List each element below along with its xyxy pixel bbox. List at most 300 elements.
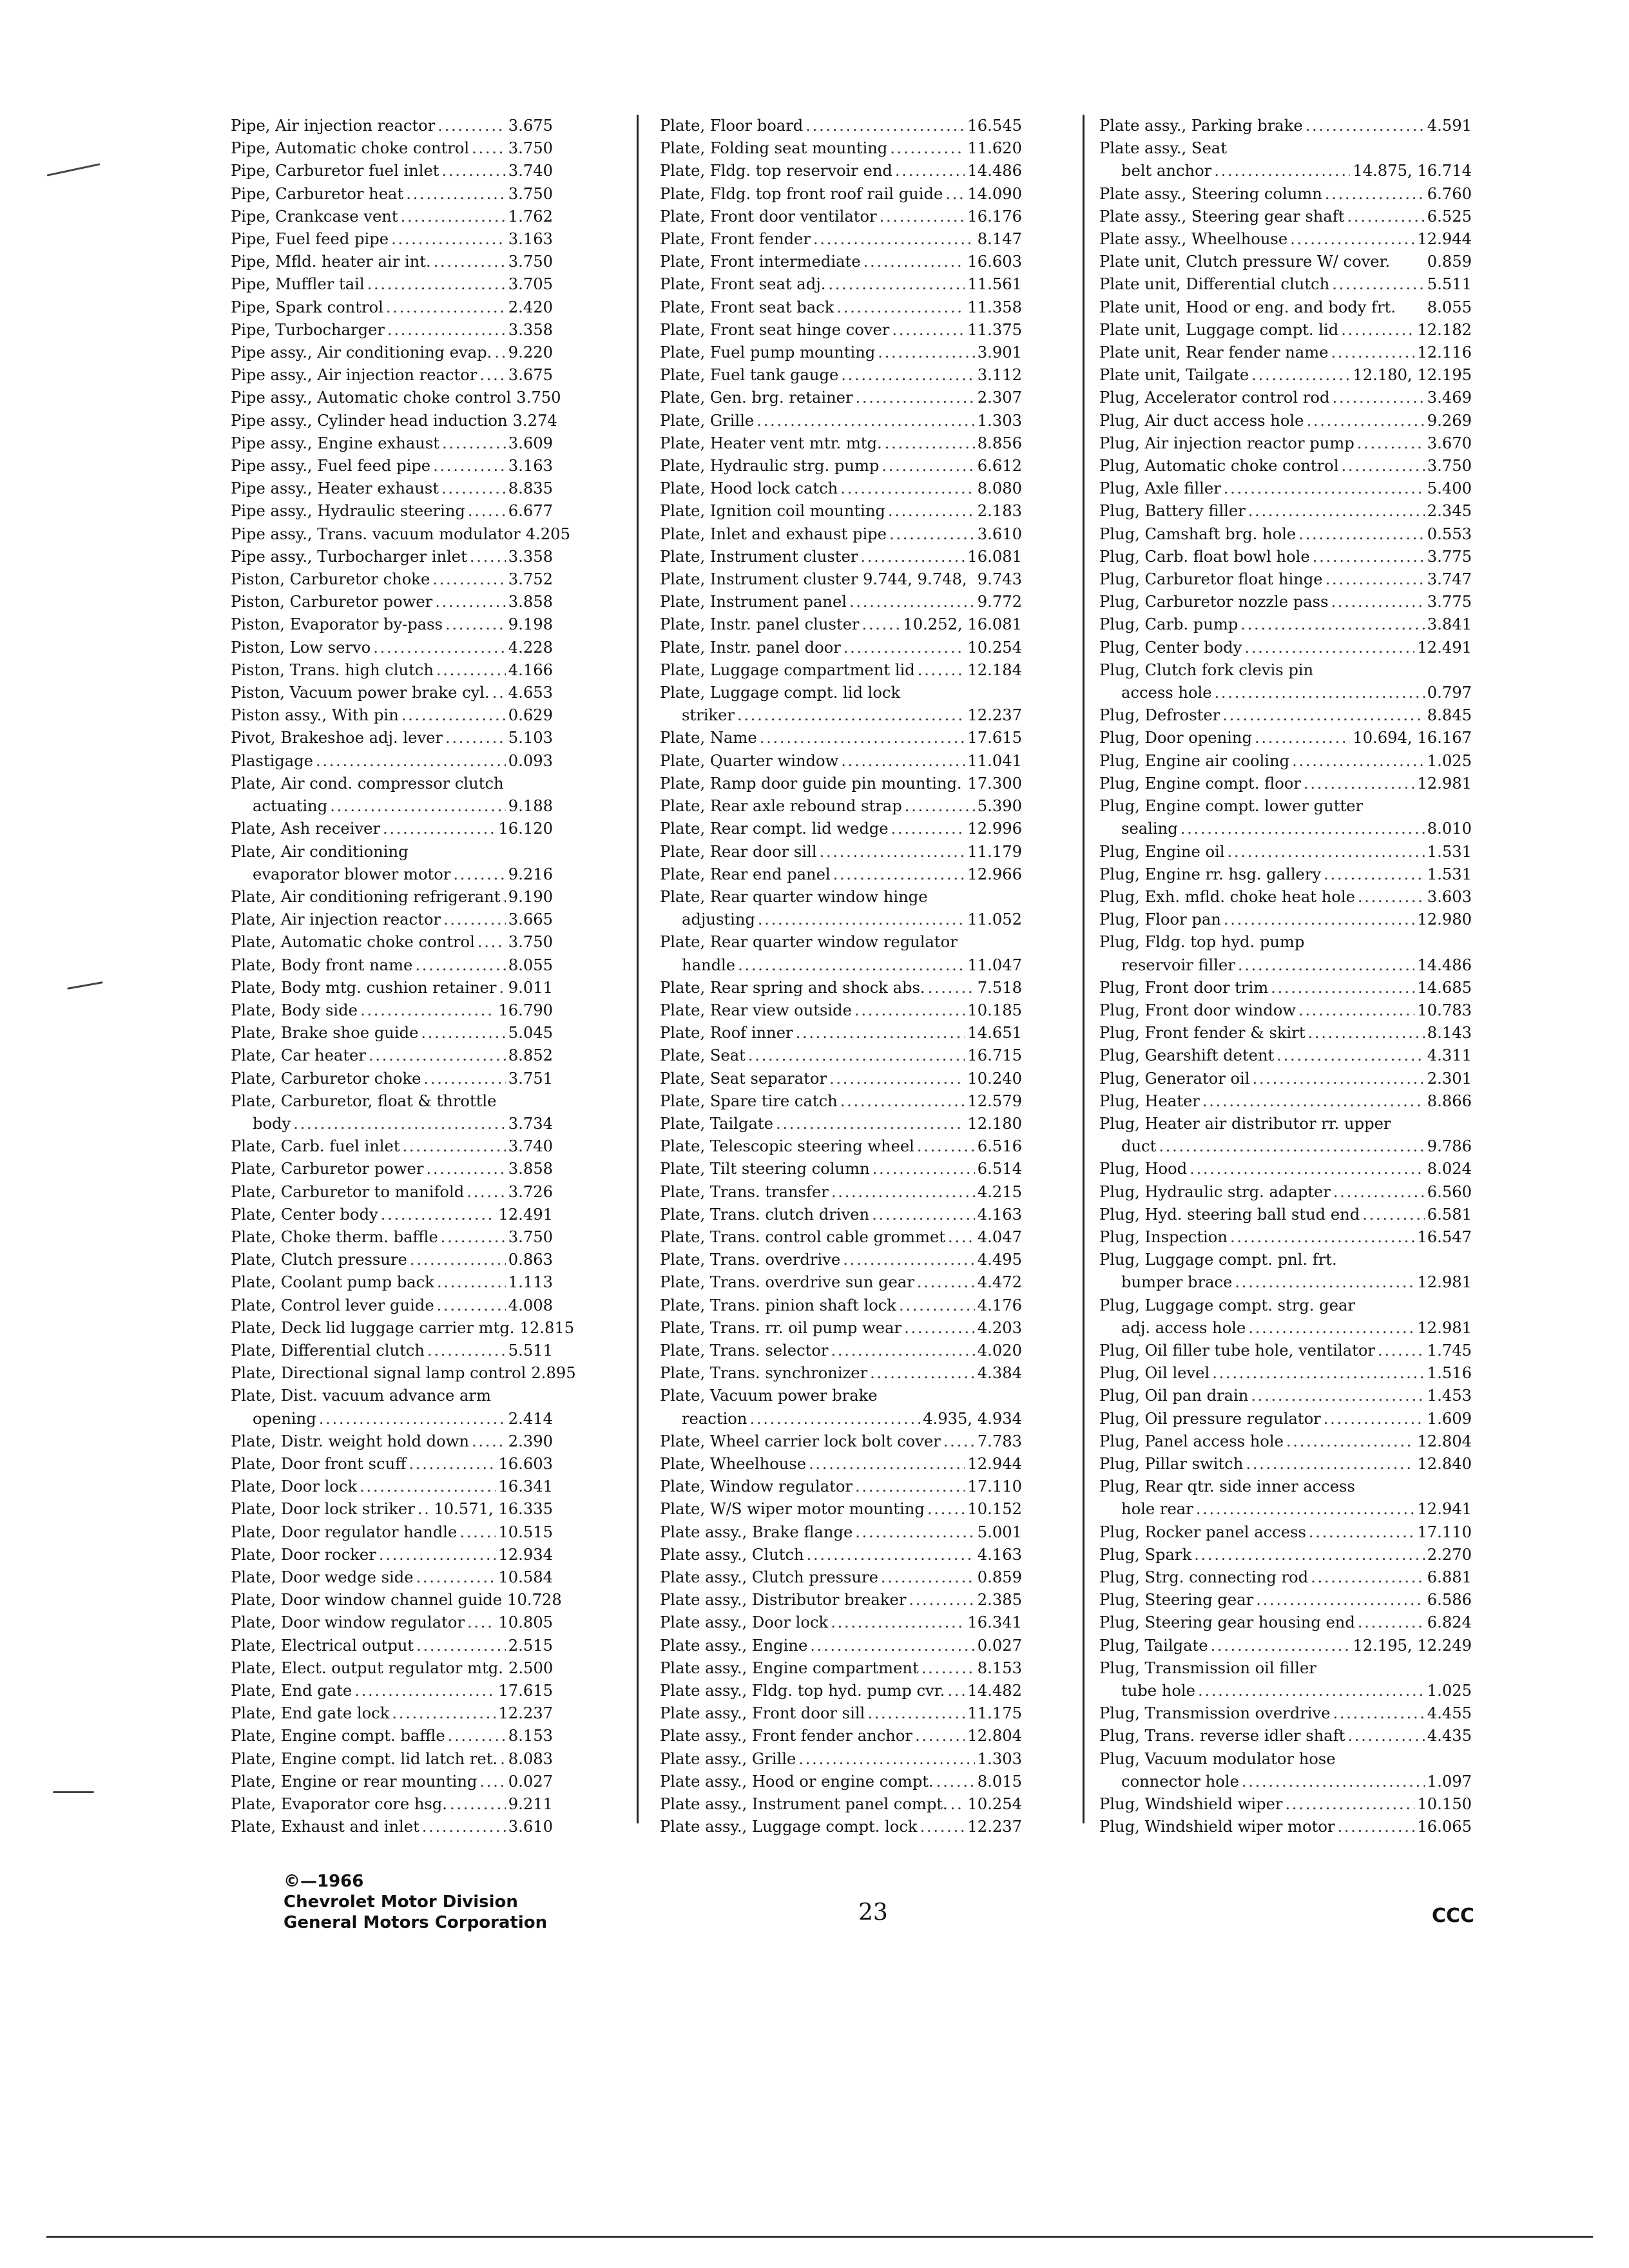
entry-reference: 10.150	[1417, 1795, 1472, 1814]
entry-reference: 4.228	[508, 638, 553, 657]
entry-reference: 3.747	[1427, 570, 1472, 589]
entry-name: Plug, Windshield wiper	[1099, 1795, 1283, 1814]
dot-leader	[467, 1611, 496, 1634]
entry-reference: 4.166	[508, 660, 553, 679]
index-entry	[231, 773, 553, 795]
index-entry	[1099, 115, 1472, 137]
entry-name: Plug, Carb. float bowl hole	[1099, 547, 1310, 566]
index-entry	[231, 818, 553, 840]
entry-name: Plate, Fldg. top front roof rail guide	[660, 184, 943, 203]
dot-leader	[1325, 568, 1425, 591]
index-entry	[660, 1158, 1022, 1180]
index-entry	[660, 500, 1022, 523]
dot-leader	[1251, 1385, 1424, 1407]
entry-reference: 10.152	[967, 1500, 1022, 1519]
index-entry	[660, 1521, 1022, 1544]
page-number: 23	[858, 1899, 888, 1926]
entry-reference: 2.420	[508, 298, 553, 316]
index-entry	[1099, 1748, 1472, 1771]
entry-reference: 4.203	[977, 1318, 1022, 1337]
index-entry	[1099, 637, 1472, 659]
entry-reference: 6.516	[977, 1137, 1022, 1156]
entry-reference: 16.065	[1417, 1818, 1472, 1836]
entry-name: access hole	[1121, 684, 1212, 702]
entry-reference: 1.303	[977, 411, 1022, 430]
entry-reference: 12.116	[1417, 343, 1472, 362]
dot-leader	[863, 251, 965, 273]
entry-name: Plug, Carburetor nozzle pass	[1099, 593, 1329, 611]
dot-leader	[809, 1453, 965, 1475]
dot-leader	[386, 296, 506, 319]
entry-name: Piston, Carburetor power	[231, 593, 433, 611]
dot-leader	[1196, 1498, 1415, 1521]
entry-name: Plate, Folding seat mounting	[660, 139, 888, 158]
dot-leader	[401, 206, 506, 228]
entry-name: Plug, Oil level	[1099, 1364, 1210, 1383]
entry-reference: 3.751	[508, 1069, 553, 1088]
entry-name: Plate, Front door ventilator	[660, 207, 877, 226]
index-entry	[660, 546, 1022, 568]
dot-leader	[492, 682, 506, 704]
entry-name: Plate, Instr. panel door	[660, 638, 841, 657]
entry-reference: 8.015	[977, 1772, 1022, 1791]
entry-reference: 8.010	[1427, 820, 1472, 838]
entry-reference: 4.935, 4.934	[923, 1409, 1022, 1428]
entry-reference: 1.609	[1427, 1409, 1472, 1428]
dot-leader	[1230, 1226, 1414, 1249]
entry-reference: 2.895	[531, 1364, 576, 1383]
index-entry	[660, 1226, 1022, 1249]
entry-name: Plate, Instrument panel	[660, 593, 847, 611]
index-entry	[231, 999, 553, 1022]
entry-name: Plate, Spare tire catch	[660, 1091, 838, 1110]
dot-leader	[890, 137, 965, 160]
entry-name: Plug, Automatic choke control	[1099, 457, 1339, 476]
dot-leader	[1202, 1090, 1425, 1113]
dot-leader	[856, 387, 975, 409]
entry-reference: 3.163	[508, 457, 553, 476]
dot-leader	[406, 183, 506, 206]
dot-leader	[1214, 160, 1350, 182]
entry-reference: 4.653	[508, 684, 553, 702]
entry-name: belt anchor	[1121, 162, 1212, 180]
index-entry	[231, 1544, 553, 1566]
entry-reference: 12.195, 12.249	[1353, 1636, 1472, 1655]
index-entry	[1099, 1816, 1472, 1838]
entry-name: Piston, Low servo	[231, 638, 371, 657]
entry-name: Plate, Rear spring and shock abs.	[660, 978, 925, 997]
entry-name: Plug, Air duct access hole	[1099, 411, 1304, 430]
index-entry	[660, 886, 1022, 908]
index-entry	[660, 908, 1022, 931]
entry-name: Plate unit, Clutch pressure W/ cover.	[1099, 253, 1391, 271]
index-entry	[660, 1090, 1022, 1113]
dot-leader	[841, 750, 965, 773]
index-entry	[1099, 1158, 1472, 1180]
entry-name: Plug, Inspection	[1099, 1227, 1228, 1246]
dot-leader	[909, 1589, 974, 1611]
entry-reference: 2.183	[977, 502, 1022, 521]
entry-name: Plate assy., Steering column	[1099, 184, 1322, 203]
dot-leader	[421, 1022, 505, 1044]
index-entry	[1099, 908, 1472, 931]
entry-reference: 9.743	[977, 570, 1022, 589]
entry-reference: 8.153	[508, 1727, 553, 1745]
entry-name: Plate, Air cond. compressor clutch	[231, 774, 504, 793]
entry-reference: 3.740	[508, 1137, 553, 1156]
dot-leader	[947, 1680, 965, 1702]
dot-leader	[1332, 387, 1424, 409]
dot-leader	[810, 1635, 974, 1657]
dot-leader	[796, 1022, 965, 1044]
dot-leader	[1309, 1521, 1414, 1544]
entry-reference: 10.694, 16.167	[1353, 729, 1472, 747]
dot-leader	[1224, 908, 1415, 931]
dot-leader	[1357, 432, 1425, 455]
dot-leader	[1224, 477, 1425, 500]
index-entry	[1099, 1702, 1472, 1725]
dot-leader	[427, 1340, 506, 1362]
dot-leader	[438, 115, 505, 137]
entry-reference: 9.786	[1427, 1137, 1472, 1156]
dot-leader	[1341, 319, 1414, 341]
entry-reference: 8.835	[508, 479, 553, 498]
dot-leader	[409, 1453, 496, 1475]
index-entry	[660, 1475, 1022, 1498]
dot-leader	[843, 1249, 975, 1271]
dot-leader	[840, 477, 975, 500]
index-column-2	[660, 115, 1022, 1838]
index-entry	[1099, 1068, 1472, 1090]
dot-leader	[392, 1702, 496, 1725]
entry-name: Plate assy., Front door sill	[660, 1704, 865, 1723]
dot-leader	[892, 319, 965, 341]
entry-name: Plate assy., Grille	[660, 1749, 796, 1768]
index-entry	[1099, 1294, 1472, 1317]
index-entry	[1099, 296, 1472, 319]
entry-name: actuating	[253, 797, 328, 816]
entry-reference: 16.341	[967, 1613, 1022, 1632]
index-entry	[660, 1340, 1022, 1362]
entry-name: Plate, Door rocker	[231, 1545, 376, 1564]
index-entry	[1099, 931, 1472, 954]
index-entry	[660, 954, 1022, 977]
index-entry	[231, 477, 553, 500]
dot-leader	[840, 1090, 965, 1113]
dot-leader	[373, 637, 506, 659]
entry-name: sealing	[1121, 820, 1178, 838]
index-entry	[1099, 613, 1472, 636]
index-entry	[231, 1657, 553, 1680]
entry-name: Plate, Body front name	[231, 956, 413, 974]
dot-leader	[1242, 1771, 1425, 1793]
entry-reference: 5.045	[508, 1024, 553, 1043]
entry-name: Plate, Trans. synchronizer	[660, 1364, 868, 1383]
entry-name: Plug, Luggage compt. strg. gear	[1099, 1296, 1355, 1314]
index-entry	[1099, 1385, 1472, 1407]
entry-reference: 12.944	[1417, 230, 1472, 249]
entry-name: Plate, Ignition coil mounting	[660, 502, 885, 521]
index-entry	[231, 1702, 553, 1725]
dot-leader	[936, 1771, 975, 1793]
entry-name: Plug, Panel access hole	[1099, 1432, 1284, 1450]
entry-reference: 3.610	[508, 1818, 553, 1836]
entry-reference: 3.734	[508, 1114, 553, 1133]
dot-leader	[813, 228, 975, 251]
entry-name: Plate, Door wedge side	[231, 1568, 414, 1586]
entry-name: Plate assy., Clutch	[660, 1545, 804, 1564]
entry-reference: 16.547	[1417, 1227, 1472, 1246]
index-entry	[1099, 319, 1472, 341]
entry-reference: 1.303	[977, 1749, 1022, 1768]
dot-leader	[843, 637, 965, 659]
dot-leader	[878, 341, 974, 364]
entry-name: Plate, Control lever guide	[231, 1296, 434, 1314]
dot-leader	[833, 863, 965, 886]
dot-leader	[503, 886, 506, 908]
entry-name: Plate, Quarter window	[660, 751, 839, 770]
entry-reference: 3.274	[512, 411, 557, 430]
copyright-block	[284, 1871, 547, 1933]
entry-name: Plug, Exh. mfld. choke heat hole	[1099, 887, 1355, 906]
entry-reference: 12.944	[967, 1454, 1022, 1473]
dot-leader	[1362, 1204, 1425, 1226]
index-entry	[1099, 273, 1472, 296]
entry-name: Plug, Pillar switch	[1099, 1454, 1244, 1473]
entry-name: Plate, Telescopic steering wheel	[660, 1137, 914, 1156]
index-entry	[231, 1635, 553, 1657]
dot-leader	[401, 704, 506, 727]
entry-reference: 3.750	[1427, 457, 1472, 476]
dot-leader	[1190, 1158, 1425, 1180]
entry-reference: 16.081	[967, 547, 1022, 566]
entry-reference: 16.603	[967, 253, 1022, 271]
index-entry	[231, 1340, 553, 1362]
entry-name: Plate unit, Tailgate	[1099, 366, 1249, 385]
index-entry	[231, 1793, 553, 1816]
dot-leader	[807, 1544, 975, 1566]
index-entry	[231, 727, 553, 749]
entry-reference: 12.934	[498, 1545, 553, 1564]
entry-name: Plate, Window regulator	[660, 1477, 853, 1496]
entry-reference: 0.797	[1427, 684, 1472, 702]
entry-reference: 4.215	[977, 1182, 1022, 1201]
dot-leader	[416, 1566, 496, 1589]
index-entry	[660, 1680, 1022, 1702]
dot-leader	[749, 1408, 920, 1430]
entry-name: Plug, Floor pan	[1099, 910, 1221, 929]
entry-reference: 2.345	[1427, 502, 1472, 521]
entry-name: Plate assy., Distributor breaker	[660, 1591, 907, 1610]
entry-name: Plate, Seat	[660, 1046, 746, 1065]
entry-name: Pipe, Air injection reactor	[231, 117, 436, 135]
entry-name: Plate, Rear end panel	[660, 865, 831, 883]
entry-reference: 5.400	[1427, 479, 1472, 498]
dot-leader	[855, 1475, 965, 1498]
dot-leader	[434, 251, 506, 273]
entry-name: Plate, Dist. vacuum advance arm	[231, 1387, 491, 1405]
entry-reference: 1.531	[1427, 865, 1472, 883]
dot-leader	[862, 613, 900, 636]
dot-leader	[470, 546, 506, 568]
entry-name: Plate, Trans. control cable grommet	[660, 1227, 945, 1246]
index-entry	[231, 1748, 553, 1771]
punch-mark	[67, 981, 103, 990]
index-entry	[660, 523, 1022, 546]
dot-leader	[1256, 1589, 1425, 1611]
entry-name: Plug, Axle filler	[1099, 479, 1221, 498]
entry-name: Plate, Trans. overdrive sun gear	[660, 1273, 914, 1292]
entry-name: Plug, Front door trim	[1099, 978, 1269, 997]
index-entry	[660, 727, 1022, 749]
index-entry	[1099, 1226, 1472, 1249]
entry-reference: 3.775	[1427, 593, 1472, 611]
dot-leader	[1358, 886, 1425, 908]
entry-reference: 1.531	[1427, 842, 1472, 861]
dot-leader	[442, 432, 506, 455]
index-entry	[1099, 591, 1472, 613]
dot-leader	[1341, 455, 1424, 477]
entry-name: Plate assy., Engine	[660, 1636, 808, 1655]
entry-name: Plug, Luggage compt. pnl. frt.	[1099, 1251, 1337, 1269]
entry-reference: 12.840	[1417, 1454, 1472, 1473]
index-entry	[1099, 364, 1472, 387]
index-entry	[660, 273, 1022, 296]
entry-reference: 16.545	[967, 117, 1022, 135]
entry-name: body	[253, 1114, 291, 1133]
entry-reference: 16.341	[498, 1477, 553, 1496]
index-column-3	[1099, 115, 1472, 1838]
dot-leader	[468, 500, 506, 523]
dot-leader	[950, 1793, 965, 1816]
entry-name: Plate, Grille	[660, 411, 755, 430]
entry-reference: 0.859	[1427, 253, 1472, 271]
dot-leader	[422, 1816, 506, 1838]
index-entry	[660, 613, 1022, 636]
entry-name: Plate, Rear door sill	[660, 842, 817, 861]
index-entry	[660, 387, 1022, 409]
column-divider	[1083, 115, 1084, 1823]
index-entry	[1099, 1317, 1472, 1340]
entry-name: Plug, Tailgate	[1099, 1636, 1208, 1655]
index-entry	[660, 1748, 1022, 1771]
dot-leader	[870, 1362, 975, 1385]
entry-name: Plate, Roof inner	[660, 1024, 793, 1043]
index-entry	[1099, 1771, 1472, 1793]
index-entry	[231, 1317, 575, 1340]
entry-name: Plate, Fuel pump mounting	[660, 343, 876, 362]
entry-reference: 6.612	[977, 457, 1022, 476]
dot-leader	[1311, 1566, 1425, 1589]
column-divider	[637, 115, 639, 1823]
entry-reference: 3.665	[508, 910, 553, 929]
dot-leader	[367, 273, 506, 296]
entry-name: Pipe assy., Automatic choke control	[231, 389, 512, 407]
dot-leader	[917, 1271, 975, 1294]
entry-name: Plug, Hood	[1099, 1160, 1188, 1178]
entry-reference: 4.163	[977, 1545, 1022, 1564]
index-entry	[231, 273, 553, 296]
entry-reference: 1.025	[1427, 751, 1472, 770]
entry-name: Plate, Air conditioning refrigerant	[231, 887, 501, 906]
entry-name: Plug, Hydraulic strg. adapter	[1099, 1182, 1331, 1201]
entry-reference: 12.491	[498, 1205, 553, 1224]
entry-name: Pipe assy., Hydraulic steering	[231, 502, 465, 521]
entry-name: Plug, Battery filler	[1099, 502, 1246, 521]
entry-name: Plate assy., Instrument panel compt.	[660, 1795, 948, 1814]
dot-leader	[1228, 841, 1425, 863]
entry-reference: 8.080	[977, 479, 1022, 498]
entry-reference: 4.176	[977, 1296, 1022, 1314]
dot-leader	[1333, 1702, 1424, 1725]
dot-leader	[828, 273, 965, 296]
entry-name: Plug, Heater	[1099, 1091, 1200, 1110]
entry-reference: 3.358	[508, 547, 553, 566]
entry-reference: 11.179	[967, 842, 1022, 861]
index-entry	[660, 773, 1022, 795]
index-entry	[231, 613, 553, 636]
index-entry	[660, 1566, 1022, 1589]
index-entry	[231, 1771, 553, 1793]
dot-leader	[1290, 228, 1414, 251]
index-entry	[231, 1816, 553, 1838]
index-entry	[231, 1249, 553, 1271]
entry-name: Plate, Door regulator handle	[231, 1523, 458, 1541]
entry-name: Plug, Spark	[1099, 1545, 1192, 1564]
entry-name: Plug, Rear qtr. side inner access	[1099, 1477, 1355, 1496]
dot-leader	[1358, 1611, 1425, 1634]
dot-leader	[1331, 341, 1414, 364]
entry-name: Piston, Carburetor choke	[231, 570, 430, 589]
entry-reference: 14.651	[967, 1024, 1022, 1043]
index-column-1	[231, 115, 576, 1838]
entry-name: Plate, Body side	[231, 1001, 358, 1019]
entry-name: Plate, Front seat hinge cover	[660, 320, 890, 339]
entry-reference: 4.591	[1427, 117, 1472, 135]
entry-reference: 17.615	[967, 729, 1022, 747]
entry-reference: 0.859	[977, 1568, 1022, 1586]
entry-name: Plug, Front door window	[1099, 1001, 1296, 1019]
entry-name: Plate, Electrical output	[231, 1636, 414, 1655]
entry-name: Plug, Engine oil	[1099, 842, 1225, 861]
dot-leader	[855, 1521, 974, 1544]
index-entry	[660, 410, 1022, 432]
dot-leader	[927, 1498, 965, 1521]
index-entry	[660, 750, 1022, 773]
entry-name: Plate, Carburetor to manifold	[231, 1182, 465, 1201]
index-entry	[231, 591, 553, 613]
index-entry	[660, 296, 1022, 319]
index-entry	[1099, 568, 1472, 591]
entry-name: Plug, Defroster	[1099, 706, 1220, 725]
entry-name: Plug, Transmission overdrive	[1099, 1704, 1331, 1723]
dot-leader	[354, 1680, 496, 1702]
index-entry	[1099, 1090, 1472, 1113]
entry-reference: 3.750	[508, 139, 553, 158]
entry-name: Plug, Engine compt. floor	[1099, 774, 1301, 793]
dot-leader	[432, 568, 505, 591]
entry-name: Plate assy., Brake flange	[660, 1523, 853, 1541]
entry-reference: 16.790	[498, 1001, 553, 1019]
entry-name: Plug, Oil filler tube hole, ventilator	[1099, 1341, 1375, 1360]
dot-leader	[841, 364, 974, 387]
index-entry	[1099, 1022, 1472, 1044]
copyright-year: ©—1966	[284, 1872, 364, 1891]
index-entry	[231, 1135, 553, 1158]
index-entry	[231, 1362, 576, 1385]
entry-reference: 0.863	[508, 1251, 553, 1269]
index-entry	[1099, 523, 1472, 546]
